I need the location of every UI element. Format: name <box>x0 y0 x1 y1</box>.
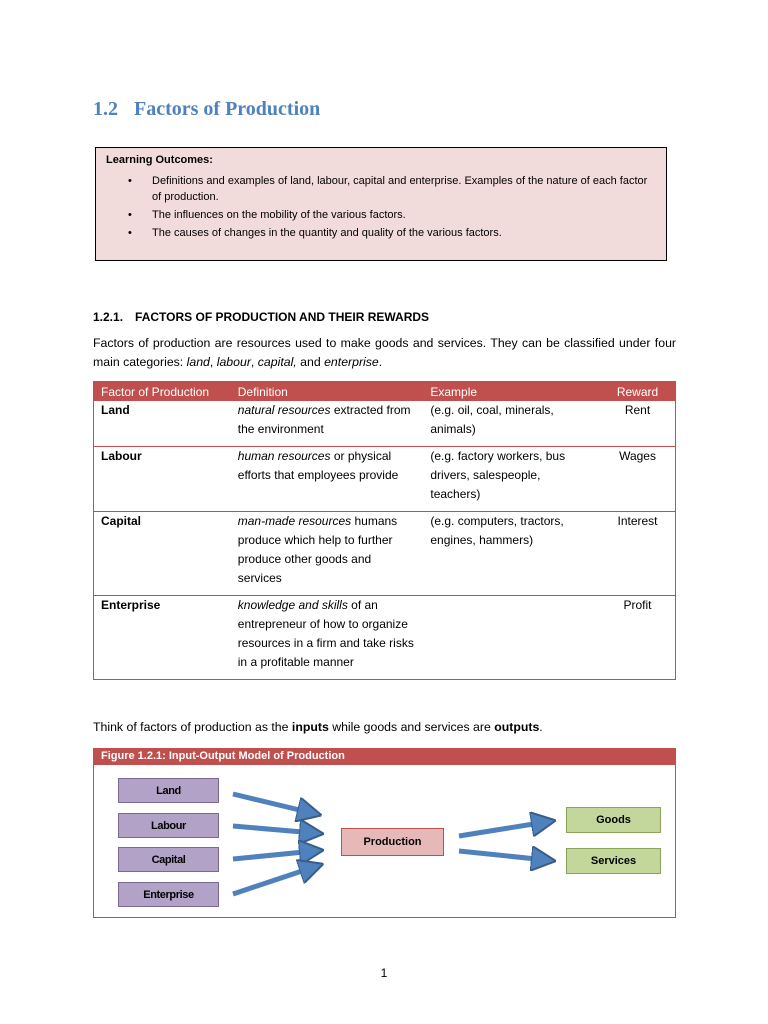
input-capital-box: Capital <box>118 847 219 872</box>
table-row <box>94 596 676 680</box>
cell-factor: Labour <box>94 447 231 512</box>
table-row <box>94 512 676 596</box>
intro-term-land: land <box>186 355 210 369</box>
intro-separator: , <box>250 355 258 369</box>
think-text: while goods and services are <box>328 720 495 734</box>
intro-term-enterprise: enterprise <box>324 355 379 369</box>
section-heading <box>93 98 320 121</box>
table-row <box>94 401 676 447</box>
output-services-box: Services <box>566 848 661 874</box>
intro-conjunction: and <box>296 355 325 369</box>
definition-term: knowledge and skills <box>237 598 348 612</box>
arrow-enterprise-to-production <box>233 867 314 894</box>
subsection-heading <box>93 310 429 324</box>
table-row <box>94 447 676 512</box>
cell-definition <box>231 401 424 447</box>
think-period: . <box>539 720 543 734</box>
learning-outcomes-box <box>95 147 667 261</box>
factors-table <box>93 381 676 680</box>
cell-reward: Rent <box>624 403 651 417</box>
intro-paragraph <box>93 334 676 372</box>
subsection-number: 1.2.1. <box>93 310 124 324</box>
think-inputs: inputs <box>291 720 329 734</box>
table-header-row <box>94 382 676 402</box>
arrow-production-to-services <box>459 851 546 860</box>
header-reward: Reward <box>600 382 675 402</box>
cell-reward: Interest <box>600 512 675 596</box>
definition-text: humans produce which help to further produce other goods and services <box>237 514 398 585</box>
definition-text: or physical efforts that employees provide <box>237 449 399 482</box>
subsection-title: FACTORS OF PRODUCTION AND THEIR REWARDS <box>135 310 430 324</box>
cell-reward: Profit <box>600 596 675 680</box>
learning-outcomes-title: Learning Outcomes: <box>106 154 213 166</box>
production-box: Production <box>341 828 444 856</box>
definition-text: of an entrepreneur of how to organize resources in a firm and take risks in a profitable manner <box>237 598 414 669</box>
cell-example: (e.g. oil, coal, minerals, animals) <box>430 403 554 436</box>
intro-term-labour: labour <box>216 355 251 369</box>
definition-text: extracted from the environment <box>237 403 411 436</box>
think-outputs: outputs <box>494 720 540 734</box>
definition-term: human resources <box>237 449 331 463</box>
cell-definition <box>231 596 424 680</box>
input-labour-box: Labour <box>118 813 219 838</box>
arrow-land-to-production <box>233 794 312 813</box>
figure-caption: Figure 1.2.1: Input-Output Model of Production <box>94 749 675 765</box>
cell-factor: Capital <box>94 512 231 596</box>
definition-term: man-made resources <box>237 514 352 528</box>
intro-term-capital: capital, <box>257 355 297 369</box>
section-title: Factors of Production <box>134 98 321 120</box>
intro-period: . <box>378 355 383 369</box>
input-land-box: Land <box>118 778 219 803</box>
header-example: Example <box>423 382 600 402</box>
learning-outcome-item: • The influences on the mobility of the various factors. <box>106 207 656 223</box>
input-enterprise-box: Enterprise <box>118 882 219 907</box>
section-number: 1.2 <box>93 98 118 120</box>
cell-factor: Land <box>101 403 130 417</box>
intro-separator: , <box>209 355 217 369</box>
definition-term: natural resources <box>237 403 331 417</box>
arrow-labour-to-production <box>233 826 314 833</box>
cell-example: (e.g. computers, tractors, engines, hammers) <box>423 512 600 596</box>
cell-example <box>423 596 600 680</box>
page-number: 1 <box>380 966 388 980</box>
arrow-capital-to-production <box>233 851 314 859</box>
think-paragraph <box>93 720 543 734</box>
header-definition: Definition <box>231 382 424 402</box>
intro-text: Factors of production are resources used to make goods and services. They can be classified under four main categories: <box>93 336 676 369</box>
learning-outcomes-list <box>106 173 656 241</box>
think-text: Think of factors of production as the <box>93 720 292 734</box>
header-factor: Factor of Production <box>94 382 231 402</box>
cell-example: (e.g. factory workers, bus drivers, salespeople, teachers) <box>423 447 600 512</box>
cell-definition <box>231 512 424 596</box>
learning-outcome-item: • Definitions and examples of land, labour, capital and enterprise. Examples of the nature of each factor of production. <box>106 173 656 205</box>
cell-reward: Wages <box>600 447 675 512</box>
output-goods-box: Goods <box>566 807 661 833</box>
cell-factor: Enterprise <box>94 596 231 680</box>
arrow-production-to-goods <box>459 822 546 836</box>
input-output-figure <box>93 748 676 918</box>
learning-outcome-item: • The causes of changes in the quantity and quality of the various factors. <box>106 225 656 241</box>
cell-definition <box>231 447 424 512</box>
